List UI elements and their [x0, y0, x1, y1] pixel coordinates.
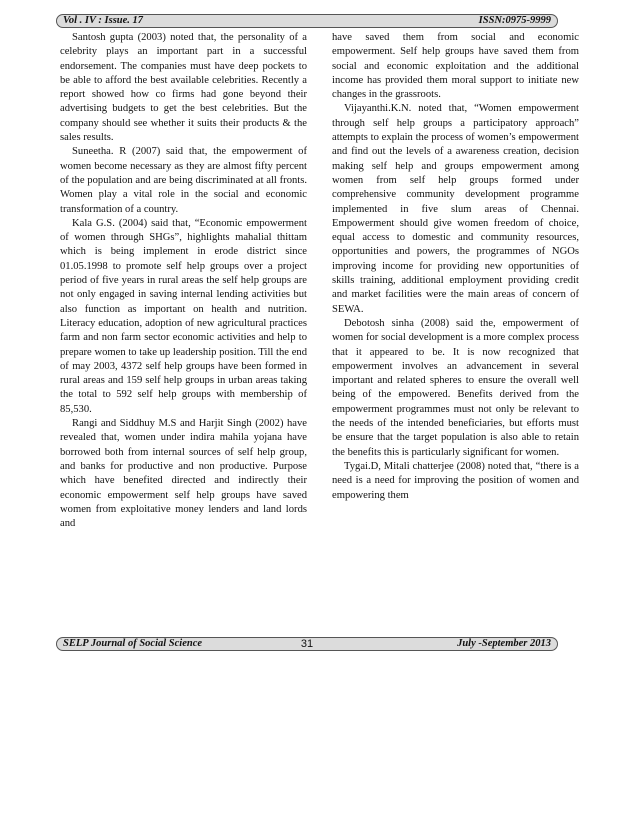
paragraph-vijayanthi: Vijayanthi.K.N. noted that, “Women empowerment through self help groups a participatory approach” attempts to explain the process of women’s empowerment and find out the levels of a awareness creation, decision making self help and groups empowerment among women from self help groups formed under comprehensive community development programme implemented in five slum areas of Chennai. Empowerment should give women freedom of choice, equal access to domestic and community resources, opportunities and powers, the programmes of NGOs improving income for providing new opportunities of skills training, additional employment providing credit and market facilities were the main areas of concern of SEWA. — [332, 103, 579, 315]
footer-bar — [56, 637, 558, 651]
page-number: 31 — [300, 638, 314, 650]
header-bar — [56, 14, 558, 28]
paragraph-santosh-gupta: Santosh gupta (2003) noted that, the personality of a celebrity plays an important part in a successful endorsement. The companies must have deep pockets to be able to afford the best available celebrities. Recently a report showed how co firms had gone beyond their advertising budgets to get the best celebrities. But the company should see whether it suits their products & the sales results. — [60, 32, 307, 144]
left-column — [60, 31, 307, 635]
right-column — [332, 31, 579, 635]
paragraph-debotosh-sinha: Debotosh sinha (2008) said the, empowerment of women for social development is a more complex process that it appeared to be. It is now recognized that empowerment involves an advancement in several important and related spheres to ensure the overall well being of the empowered. Benefits derived from the empowerment programmes must not only be relevant to the needs of the intended beneficiaries, but efforts must be ensure that the target population is also able to retain the benefits this is particularly significant for women. — [332, 317, 579, 458]
paragraph-continuation: have saved them from social and economic empowerment. Self help groups have saved them from social and economic exploitation and the additional income has provided them moral support to initiate new changes in the grassroots. — [332, 32, 579, 101]
volume-issue-label: Vol . IV : Issue. 17 — [63, 15, 144, 26]
paragraph-tygai-chatterjee: Tygai.D, Mitali chatterjee (2008) noted that, “there is a need is a need for improving the position of women and empowering them — [332, 460, 579, 501]
paragraph-kala: Kala G.S. (2004) said that, “Economic empowerment of women through SHGs”, highlights mahalial thittam which is being implement in erode district since 01.05.1998 to promote self help groups over a project period of five years in rural areas the self help groups are not only engaged in saving internal lending activities but also function as important on health and nutrition. Literacy education, adoption of new agricultural practices farm and non farm sector economic activities and help to prepare women to take up leadership position. Till the end of may 2003, 4372 self help groups have been formed in rural areas and 159 self help groups in urban areas taking the total to 592 self help groups with membership of 85,530. — [60, 217, 307, 415]
paragraph-suneetha: Suneetha. R (2007) said that, the empowerment of women become necessary as they are almost fifty percent of the population and are being discriminated at all fronts. Women play a vital role in the social and economic transformation of a country. — [60, 146, 307, 215]
issn-label: ISSN:0975-9999 — [478, 15, 551, 26]
issue-date-label: July -September 2013 — [457, 638, 551, 649]
journal-name-label: SELP Journal of Social Science — [63, 638, 203, 649]
paragraph-rangi-siddhuy: Rangi and Siddhuy M.S and Harjit Singh (2002) have revealed that, women under indira mahila yojana have borrowed both from internal sources of self help group, and banks for productive and non productive. Purpose which have benefited directed and indirectly their economic empowerment self help groups have saved women from exploitative money lenders and land lords and — [60, 418, 307, 530]
